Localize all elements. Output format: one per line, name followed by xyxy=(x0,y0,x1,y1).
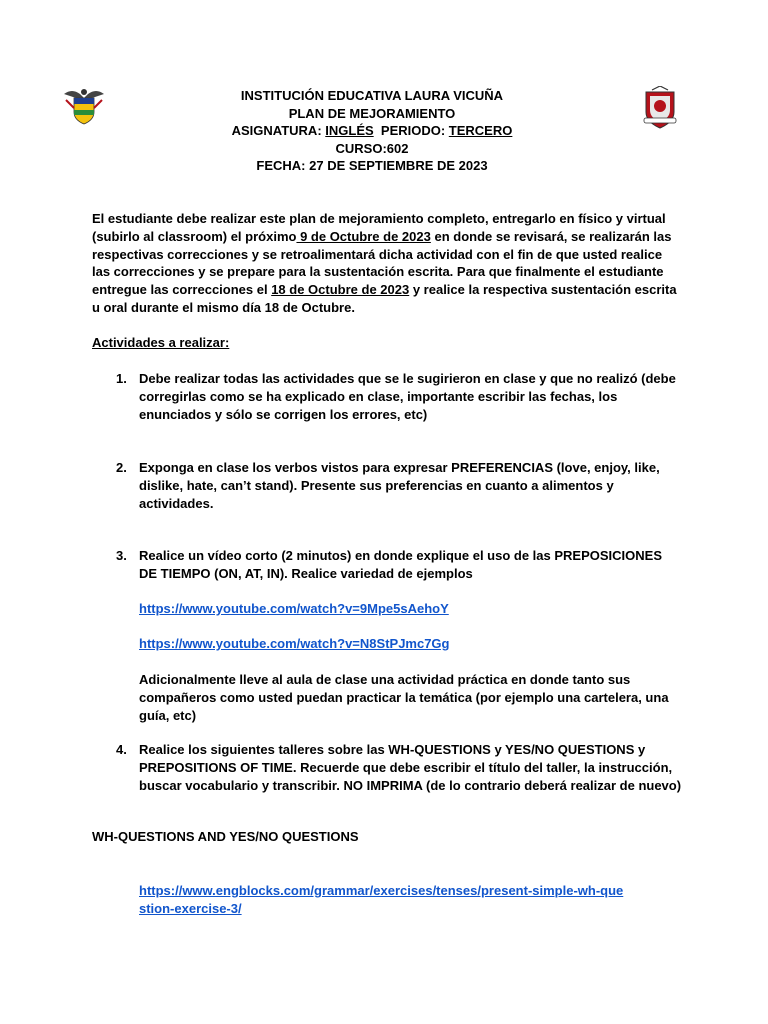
activity-item xyxy=(92,370,682,423)
activity-number: 1. xyxy=(116,371,127,386)
intro-text-3: y realice la respectiva sustentación escrita u oral durante el mismo día 18 de Octubre. xyxy=(92,282,677,315)
intro-text-1: El estudiante debe realizar este plan de mejoramiento completo, entregarlo en físico y virtual (subirlo al classroom) el próximo xyxy=(92,211,666,244)
activities-heading: Actividades a realizar: xyxy=(92,335,230,350)
section-title: WH-QUESTIONS AND YES/NO QUESTIONS xyxy=(92,829,359,844)
youtube-link-2[interactable]: https://www.youtube.com/watch?v=N8StPJmc7Gg xyxy=(139,636,450,651)
date-line: FECHA: 27 DE SEPTIEMBRE DE 2023 xyxy=(256,158,488,173)
intro-paragraph xyxy=(92,210,682,317)
asignatura-label: ASIGNATURA: xyxy=(231,123,326,138)
asignatura-value: INGLÉS xyxy=(325,123,374,138)
plan-title: PLAN DE MEJORAMIENTO xyxy=(288,105,456,121)
activity-text: Debe realizar todas las actividades que se le sugirieron en clase y que no realizó (debe corregirlas como se ha explicado en clase, importante escribir las fechas, los enunciados y sólo se corrigen los errores, etc) xyxy=(139,371,676,422)
activity-item xyxy=(92,459,682,512)
document-header xyxy=(0,87,744,175)
activity-number: 3. xyxy=(116,548,127,563)
subject-period-line xyxy=(0,122,744,140)
course-line: CURSO:602 xyxy=(335,140,409,156)
activity-number: 2. xyxy=(116,460,127,475)
intro-text-2: en donde se revisará, se realizarán las respectivas correcciones y se retroalimentará dicha actividad con el fin de que usted realice las correcciones y se prepare para la sustentación escrita. Para que finalmente el estudiante entregue las correcciones el xyxy=(92,228,672,298)
activity-text: Realice un vídeo corto (2 minutos) en donde explique el uso de las PREPOSICIONES DE TIEMPO (ON, AT, IN). Realice variedad de ejemplos xyxy=(139,548,662,581)
institution-name: INSTITUCIÓN EDUCATIVA LAURA VICUÑA xyxy=(240,88,504,103)
periodo-label: PERIODO: xyxy=(373,123,449,138)
activity-item xyxy=(92,547,682,583)
periodo-value: TERCERO xyxy=(448,123,513,138)
activity-item xyxy=(92,741,682,794)
activity-text: Exponga en clase los verbos vistos para expresar PREFERENCIAS (love, enjoy, like, dislike, hate, can’t stand). Presente sus preferencias en cuanto a alimentos y actividades. xyxy=(139,460,660,511)
corrections-date: 18 de Octubre de 2023 xyxy=(271,282,410,298)
delivery-date: 9 de Octubre de 2023 xyxy=(296,228,431,244)
additional-activity-text: Adicionalmente lleve al aula de clase una actividad práctica en donde tanto sus compañeros como usted puedan practicar la temática (por ejemplo una cartelera, una guía, etc) xyxy=(139,672,669,723)
activity-number: 4. xyxy=(116,742,127,757)
engblocks-link[interactable] xyxy=(139,882,623,918)
engblocks-link-line-2[interactable]: stion-exercise-3/ xyxy=(139,900,242,916)
activity-text: Realice los siguientes talleres sobre las WH-QUESTIONS y YES/NO QUESTIONS y PREPOSITIONS OF TIME. Recuerde que debe escribir el título del taller, la instrucción, buscar vocabulario y transcribir. NO IMPRIMA (de lo contrario deberá realizar de nuevo) xyxy=(139,742,682,793)
youtube-link-1[interactable]: https://www.youtube.com/watch?v=9Mpe5sAehoY xyxy=(139,601,449,616)
engblocks-link-line-1[interactable]: https://www.engblocks.com/grammar/exercises/tenses/present-simple-wh-que xyxy=(139,883,624,898)
